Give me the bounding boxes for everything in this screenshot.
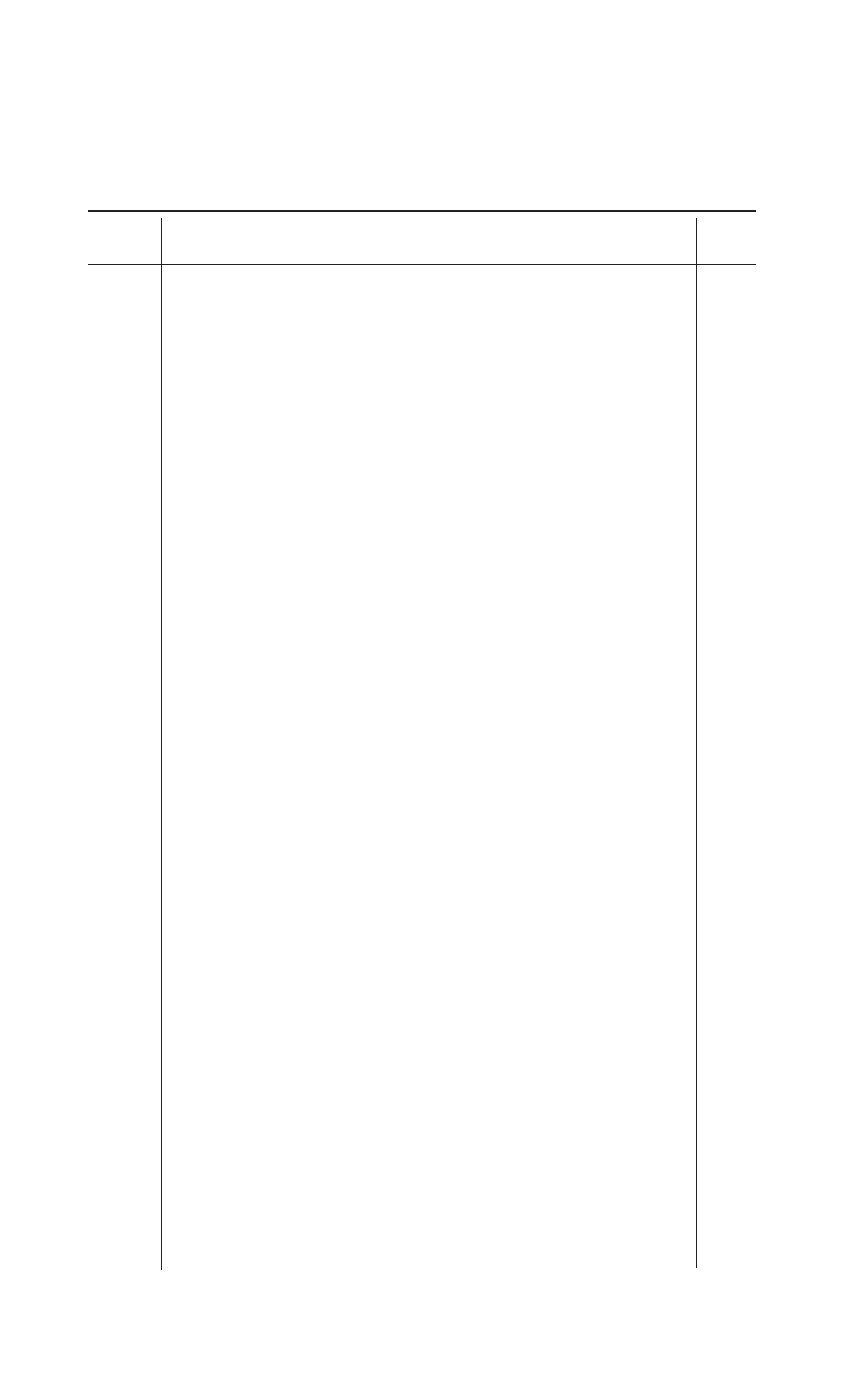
- table-header-rule: [88, 264, 756, 265]
- running-head: [0, 106, 850, 126]
- table-top-rule: [88, 210, 756, 212]
- column-divider-left: [161, 218, 162, 1270]
- column-divider-right: [696, 218, 697, 1268]
